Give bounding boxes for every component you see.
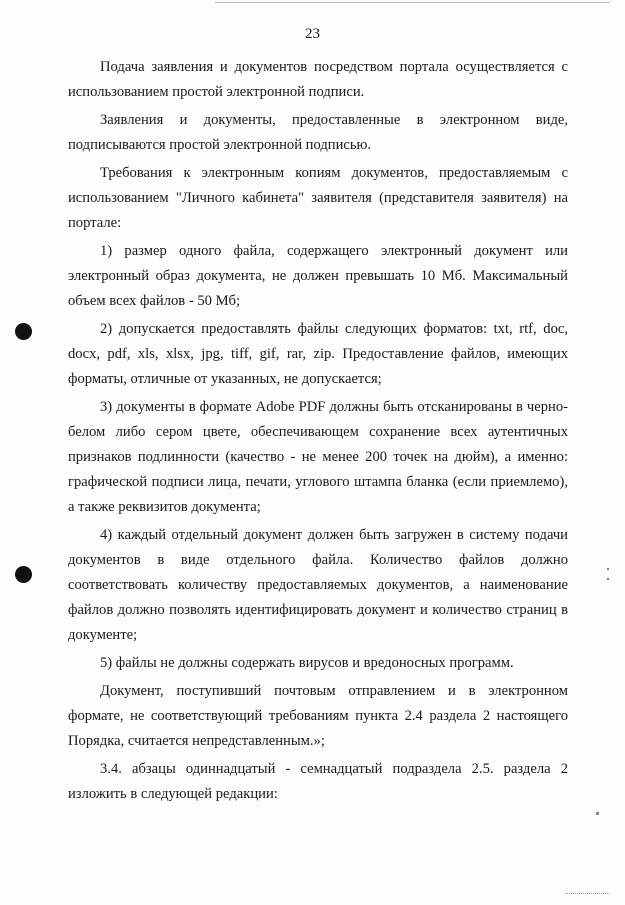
punch-hole-upper: [15, 323, 32, 340]
scan-speck: [596, 812, 599, 815]
scan-speck: [607, 578, 609, 580]
list-item-pdf-scanning: 3) документы в формате Adobe PDF должны быть отсканированы в черно-белом либо сером цвете, обеспечивающем сохранение всех аутентичных признаков подлинности (качество - не менее 200 точек на дюйм), а именно: графической подписи лица, печати, углового штампа бланка (если приемлемо), а также реквизитов документа;: [68, 399, 568, 515]
paragraph-portal-submission: Подача заявления и документов посредством портала осуществляется с использованием простой электронной подписи.: [68, 59, 568, 100]
top-edge-line: [215, 2, 610, 3]
punch-hole-lower: [15, 566, 32, 583]
document-body: [68, 55, 568, 810]
page-number: 23: [305, 26, 320, 42]
paragraph-copy-requirements: Требования к электронным копиям документов, предоставляемым с использованием "Личного кабинета" заявителя (представителя заявителя) на портале:: [68, 165, 568, 231]
list-item-no-viruses: 5) файлы не должны содержать вирусов и вредоносных программ.: [100, 655, 514, 671]
paragraph-section-3-4: 3.4. абзацы одиннадцатый - семнадцатый подраздела 2.5. раздела 2 изложить в следующей редакции:: [68, 761, 568, 802]
list-item-file-formats: 2) допускается предоставлять файлы следующих форматов: txt, rtf, doc, docx, pdf, xls, xlsx, jpg, tiff, gif, rar, zip. Предоставление файлов, имеющих форматы, отличные от указанных, не допускается;: [68, 321, 568, 387]
list-item-file-size: 1) размер одного файла, содержащего электронный документ или электронный образ документа, не должен превышать 10 Мб. Максимальный объем всех файлов - 50 Мб;: [68, 243, 568, 309]
bottom-edge-line: [565, 893, 610, 895]
list-item-separate-files: 4) каждый отдельный документ должен быть загружен в систему подачи документов в виде отдельного файла. Количество файлов должно соответствовать количеству предоставляемых документов, а наименование файлов должно позволять идентифицировать документ и количество страниц в документе;: [68, 527, 568, 643]
paragraph-electronic-signature: Заявления и документы, предоставленные в электронном виде, подписываются простой электронной подписью.: [68, 112, 568, 153]
scan-speck: [607, 568, 609, 570]
paragraph-non-compliant-document: Документ, поступивший почтовым отправлением и в электронном формате, не соответствующий требованиям пункта 2.4 раздела 2 настоящего Порядка, считается непредставленным.»;: [68, 683, 568, 749]
